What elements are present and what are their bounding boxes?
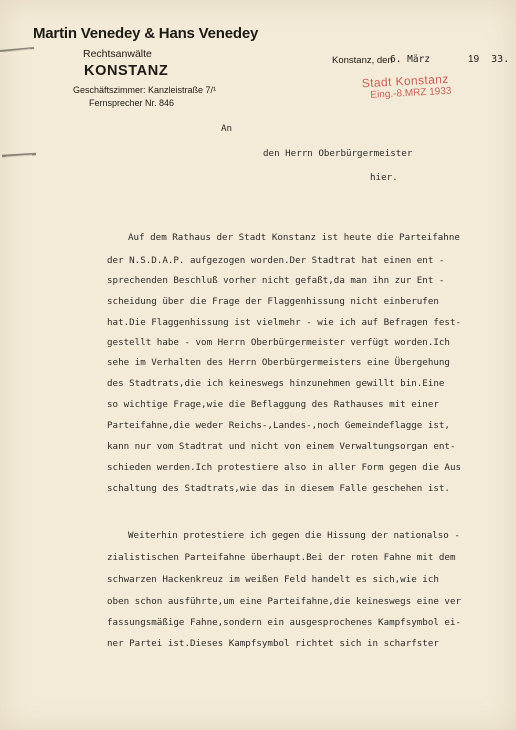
body-line: hat.Die Flaggenhissung ist vielmehr - wie ich auf Befragen fest- [107,317,462,328]
dateline-year-prefix: 19 [468,54,480,65]
dateline-label: Konstanz, den [332,55,393,66]
body-line: kann nur vom Stadtrat und nicht von einem Verwaltungsorgan ent- [107,441,456,452]
body-line: Weiterhin protestiere ich gegen die Hissung der nationalso - [128,530,460,541]
address-an: An [221,123,233,134]
body-line: scheidung über die Frage der Flaggenhissung nicht einberufen [107,296,439,307]
dateline-year [468,54,509,65]
body-line: sprechenden Beschluß vorher nicht gefaßt,da man ihn zur Ent - [107,275,445,286]
letterhead-role: Rechtsanwälte [83,48,152,60]
dateline-date: 6. März [390,54,431,65]
stamp-line-1: Stadt Konstanz [361,71,450,91]
letterhead-firm-name: Martin Venedey & Hans Venedey [33,25,259,42]
body-line: des Stadtrats,die ich keineswegs hinzunehmen gewillt bin.Eine [107,378,445,389]
body-line: ner Partei ist.Dieses Kampfsymbol richtet sich in scharfster [107,638,439,649]
body-line: schwarzen Hackenkreuz im weißen Feld handelt es sich,wie ich [107,574,439,585]
body-line: fassungsmäßige Fahne,sondern ein ausgesprochenes Kampfsymbol ei- [107,617,462,628]
paperclip-mark-top [0,46,40,54]
body-line: Auf dem Rathaus der Stadt Konstanz ist heute die Parteifahne [128,232,460,243]
body-line: der N.S.D.A.P. aufgezogen worden.Der Stadtrat hat einen ent - [107,255,445,266]
body-line: schaltung des Stadtrats,wie das in diesem Falle geschehen ist. [107,483,450,494]
stamp-line-2: Eing.-8.MRZ 1933 [370,85,452,101]
body-line: oben schon ausführte,um eine Parteifahne,die keineswegs eine ver [107,596,462,607]
dateline-year-suffix: 33. [491,54,510,65]
body-line: so wichtige Frage,wie die Beflaggung des Rathauses mit einer [107,399,439,410]
letterhead-office-address: Geschäftszimmer: Kanzleistraße 7/¹ [73,85,217,95]
address-hier: hier. [370,172,398,183]
letterhead-phone: Fernsprecher Nr. 846 [89,98,175,108]
paperclip-mark-bottom [0,150,40,160]
body-line: gestellt habe - vom Herrn Oberbürgermeister verfügt worden.Ich [107,337,450,348]
body-line: sehe im Verhalten des Herrn Oberbürgermeisters eine Übergehung [107,357,450,368]
body-line: Parteifahne,die weder Reichs-,Landes-,noch Gemeindeflagge ist, [107,420,450,431]
body-line: schieden werden.Ich protestiere also in aller Form gegen die Aus [107,462,462,473]
receipt-stamp [361,72,451,102]
address-recipient: den Herrn Oberbürgermeister [263,148,413,159]
letterhead-city: KONSTANZ [84,63,169,79]
body-line: zialistischen Parteifahne überhaupt.Bei der roten Fahne mit dem [107,552,456,563]
